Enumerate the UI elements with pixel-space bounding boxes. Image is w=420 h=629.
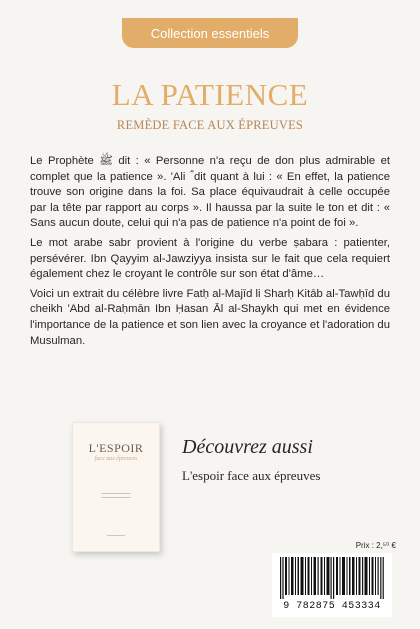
book-subtitle: REMÈDE FACE AUX ÉPREUVES	[116, 118, 304, 132]
cover-divider	[101, 497, 131, 498]
related-book-cover	[72, 422, 160, 552]
isbn-number: 9 782875 453334	[283, 601, 381, 612]
related-book-cover-subtitle: face aux épreuves	[94, 456, 138, 462]
barcode	[272, 553, 392, 617]
blurb-paragraph-3: Voici un extrait du célèbre livre Fatḥ al-Majīd li Sharḥ Kitāb al-Tawḥīd du cheikh 'Abd al-Raḥmān Ibn Ḥasan Āl al-Shaykh qui met en évidence l'importance de la patience et son lien avec la croyance et l'adoration du Musulman.	[30, 287, 390, 347]
book-title: LA PATIENCE	[111, 77, 309, 112]
related-book-title: L'espoir face aux épreuves	[182, 468, 321, 483]
blurb-paragraph-1: Le Prophète ﷺ dit : « Personne n'a reçu de don plus admirable et complet que la patience ». 'Ali ؓ dit quant à lui : « En effet, la patience trouve son origine dans la foi. Sa place équivaudrait à celle occupée par la tête par rapport au corps ». Il haussa par la suite le ton et dit : « Sans aucun doute, celui qui n'a pas de patience n'a point de foi ».	[30, 155, 390, 230]
discover-heading: Découvrez aussi	[182, 436, 313, 458]
blurb-paragraph-2: Le mot arabe sabr provient à l'origine du verbe ṣabara : patienter, persévérer. Ibn Qayyim al-Jawziyya insista sur le fait que cela requiert également chez le croyant le contrôle sur son état d'âme…	[30, 236, 390, 281]
price-label: Prix : 2,⁵⁰ €	[355, 541, 396, 550]
collection-tab	[122, 18, 298, 48]
blurb	[30, 154, 390, 353]
cover-divider	[101, 493, 131, 494]
barcode-bars-icon	[280, 557, 384, 599]
cover-divider	[107, 535, 125, 536]
related-book-cover-title: L'ESPOIR	[88, 441, 144, 455]
collection-label: Collection essentiels	[150, 25, 270, 41]
